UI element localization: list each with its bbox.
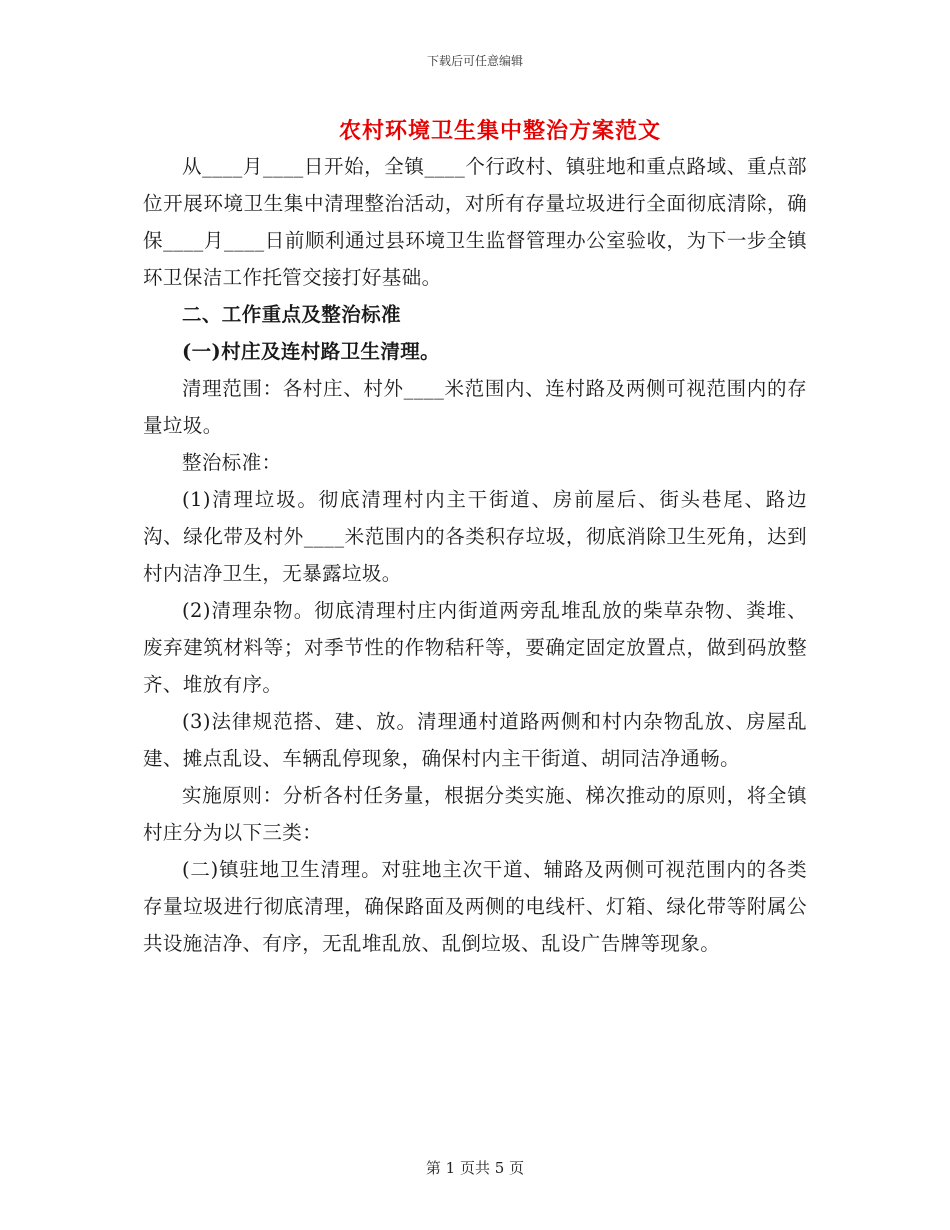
- standard-item-1: (1)清理垃圾。彻底清理村内主干街道、房前屋后、街头巷尾、路边沟、绿化带及村外____米范围内的各类积存垃圾，彻底消除卫生死角，达到村内洁净卫生，无暴露垃圾。: [143, 488, 807, 585]
- implementation-principle-paragraph: 实施原则：分析各村任务量，根据分类实施、梯次推动的原则，将全镇村庄分为以下三类：: [143, 784, 807, 844]
- subsection-heading-village-cleaning: (一)村庄及连村路卫生清理。: [182, 340, 441, 363]
- document-title: 农村环境卫生集中整治方案范文: [338, 118, 661, 144]
- section-heading-work-focus: 二、工作重点及整治标准: [182, 303, 401, 326]
- document-body: [143, 148, 807, 962]
- standard-item-2: (2)清理杂物。彻底清理村庄内街道两旁乱堆乱放的柴草杂物、粪堆、废弃建筑材料等；对季节性的作物秸秆等，要确定固定放置点，做到码放整齐、堆放有序。: [143, 599, 807, 696]
- cleaning-scope-paragraph: 清理范围：各村庄、村外____米范围内、连村路及两侧可视范围内的存量垃圾。: [143, 377, 807, 437]
- town-cleaning-paragraph: (二)镇驻地卫生清理。对驻地主次干道、辅路及两侧可视范围内的各类存量垃圾进行彻底清理，确保路面及两侧的电线杆、灯箱、绿化带等附属公共设施洁净、有序，无乱堆乱放、乱倒垃圾、乱设广告牌等现象。: [143, 858, 807, 955]
- intro-paragraph: 从____月____日开始，全镇____个行政村、镇驻地和重点路域、重点部位开展环境卫生集中清理整治活动，对所有存量垃圾进行全面彻底清除，确保____月____日前顺利通过县环境卫生监督管理办公室验收，为下一步全镇环卫保洁工作托管交接打好基础。: [143, 155, 807, 289]
- page-footer: 第 1 页共 5 页: [425, 1159, 525, 1177]
- header-note: 下载后可任意编辑: [426, 54, 523, 68]
- rectification-standard-label: 整治标准：: [182, 451, 282, 474]
- standard-item-3: (3)法律规范搭、建、放。清理通村道路两侧和村内杂物乱放、房屋乱建、摊点乱设、车辆乱停现象，确保村内主干街道、胡同洁净通畅。: [143, 710, 807, 770]
